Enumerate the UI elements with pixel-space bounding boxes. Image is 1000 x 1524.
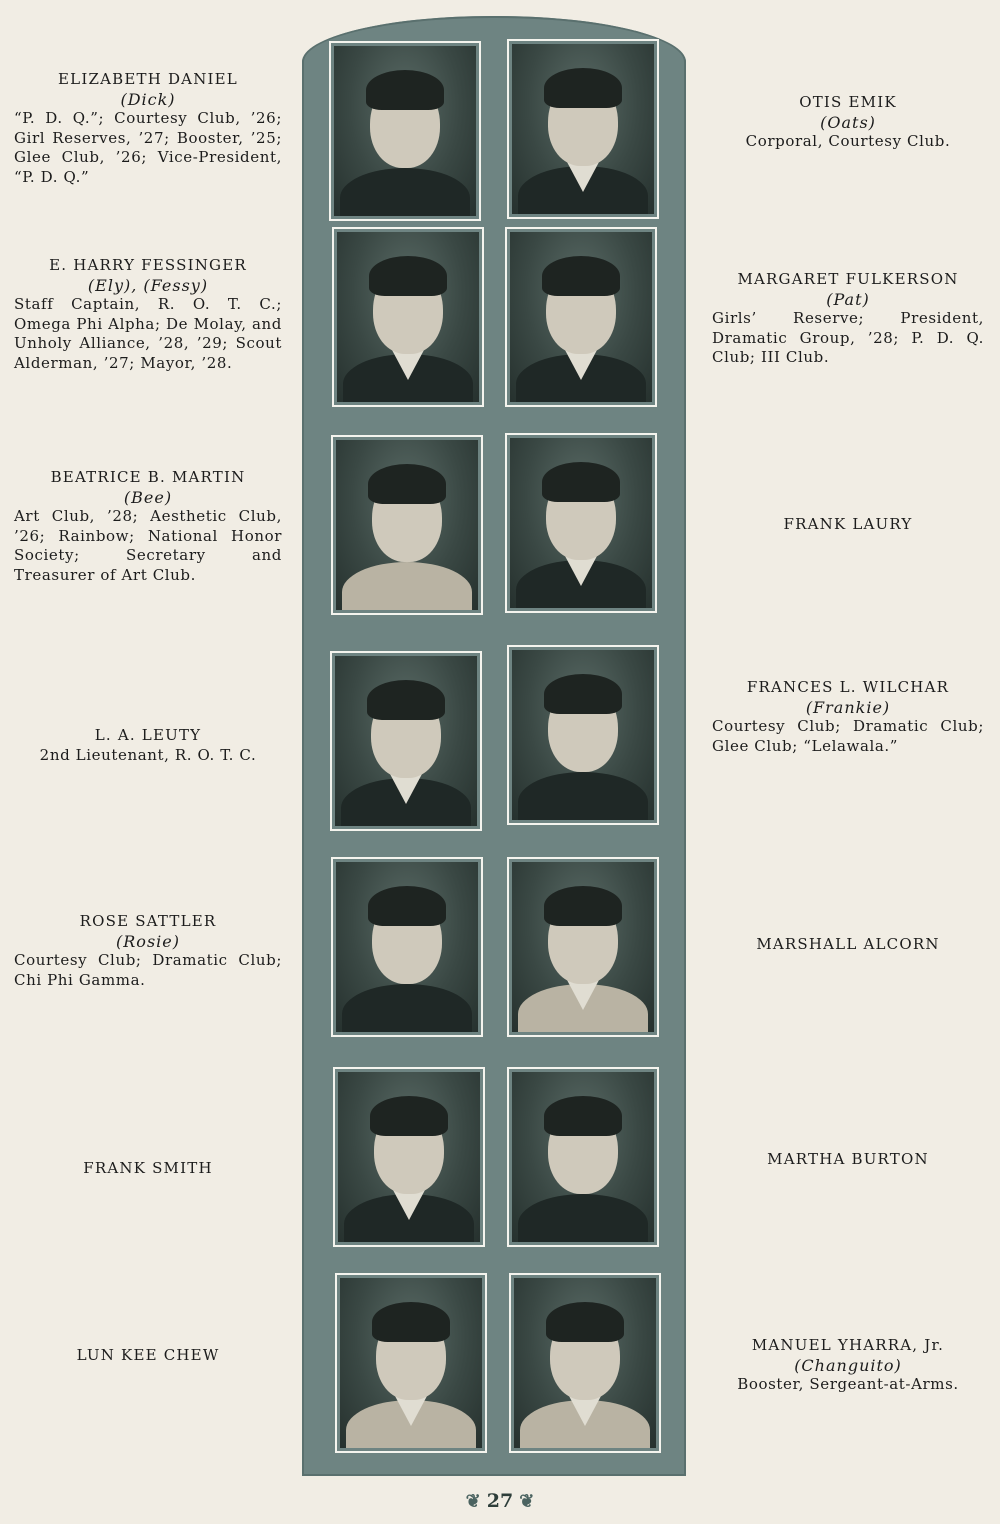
portrait-frances-wilchar (512, 650, 654, 820)
student-activities: “P. D. Q.”; Courtesy Club, ’26; Girl Reserves, ’27; Booster, ’25; Glee Club, ’26; Vice-President, “P. D. Q.” (14, 109, 282, 186)
student-activities: Art Club, ’28; Aesthetic Club, ’26; Rainbow; National Honor Society; Secretary and Treasurer of Art Club. (14, 507, 282, 584)
student-name: FRANK LAURY (783, 515, 913, 533)
student-nickname: (Oats) (820, 112, 876, 132)
student-name: MARTHA BURTON (767, 1150, 929, 1168)
student-nickname: (Frankie) (805, 697, 891, 717)
portrait-frank-laury (510, 438, 652, 608)
portrait-martha-burton (512, 1072, 654, 1242)
page-number (440, 1490, 560, 1512)
student-nickname: (Ely), (Fessy) (87, 275, 209, 295)
student-nickname: (Bee) (123, 487, 173, 507)
entry-beatrice-martin (14, 468, 282, 585)
ornament-right-icon: ❦ (519, 1491, 535, 1512)
student-nickname: (Changuito) (794, 1355, 902, 1375)
portrait-harry-fessinger (337, 232, 479, 402)
entry-margaret-fulkerson (712, 270, 984, 368)
entry-frank-laury (712, 515, 984, 535)
entry-manuel-yharra (712, 1336, 984, 1395)
student-nickname: (Rosie) (116, 931, 180, 951)
student-name: MANUEL YHARRA, Jr. (751, 1336, 945, 1354)
student-name: ELIZABETH DANIEL (58, 70, 238, 88)
student-name: FRANK SMITH (83, 1159, 213, 1177)
student-activities: Staff Captain, R. O. T. C.; Omega Phi Alpha; De Molay, and Unholy Alliance, ’28, ’29; Scout Alderman, ’27; Mayor, ’28. (14, 295, 282, 372)
student-activities: Booster, Sergeant-at-Arms. (737, 1375, 959, 1393)
entry-frances-wilchar (712, 678, 984, 756)
student-activities: 2nd Lieutenant, R. O. T. C. (39, 745, 257, 764)
entry-frank-smith (14, 1159, 282, 1179)
entry-la-leuty (14, 726, 282, 765)
student-name: E. HARRY FESSINGER (49, 256, 247, 274)
entry-harry-fessinger (14, 256, 282, 373)
student-name: L. A. LEUTY (94, 726, 202, 744)
portrait-rose-sattler (336, 862, 478, 1032)
portrait-marshall-alcorn (512, 862, 654, 1032)
entry-martha-burton (712, 1150, 984, 1170)
student-activities: Courtesy Club; Dramatic Club; Chi Phi Gamma. (14, 951, 282, 989)
portrait-frank-smith (338, 1072, 480, 1242)
student-name: BEATRICE B. MARTIN (50, 468, 246, 486)
student-nickname: (Dick) (120, 89, 176, 109)
student-activities: Courtesy Club; Dramatic Club; Glee Club; “Lelawala.” (712, 717, 984, 755)
entry-elizabeth-daniel (14, 70, 282, 187)
portrait-otis-emik (512, 44, 654, 214)
portrait-elizabeth-daniel (334, 46, 476, 216)
entry-otis-emik (712, 93, 984, 152)
portrait-la-leuty (335, 656, 477, 826)
page-number-value: 27 (486, 1490, 514, 1512)
student-activities: Corporal, Courtesy Club. (745, 132, 951, 150)
student-name: MARGARET FULKERSON (737, 270, 959, 288)
student-nickname: (Pat) (826, 289, 870, 309)
student-name: MARSHALL ALCORN (756, 935, 940, 953)
ornament-left-icon: ❦ (465, 1491, 481, 1512)
entry-marshall-alcorn (712, 935, 984, 955)
photo-strip (302, 16, 686, 1476)
portrait-margaret-fulkerson (510, 232, 652, 402)
student-name: LUN KEE CHEW (76, 1346, 220, 1364)
portrait-manuel-yharra (514, 1278, 656, 1448)
entry-lun-kee-chew (14, 1346, 282, 1366)
student-name: FRANCES L. WILCHAR (746, 678, 950, 696)
portrait-beatrice-martin (336, 440, 478, 610)
entry-rose-sattler (14, 912, 282, 990)
student-name: OTIS EMIK (799, 93, 897, 111)
portrait-lun-kee-chew (340, 1278, 482, 1448)
student-name: ROSE SATTLER (79, 912, 217, 930)
student-activities: Girls’ Reserve; President, Dramatic Group, ’28; P. D. Q. Club; III Club. (712, 309, 984, 366)
